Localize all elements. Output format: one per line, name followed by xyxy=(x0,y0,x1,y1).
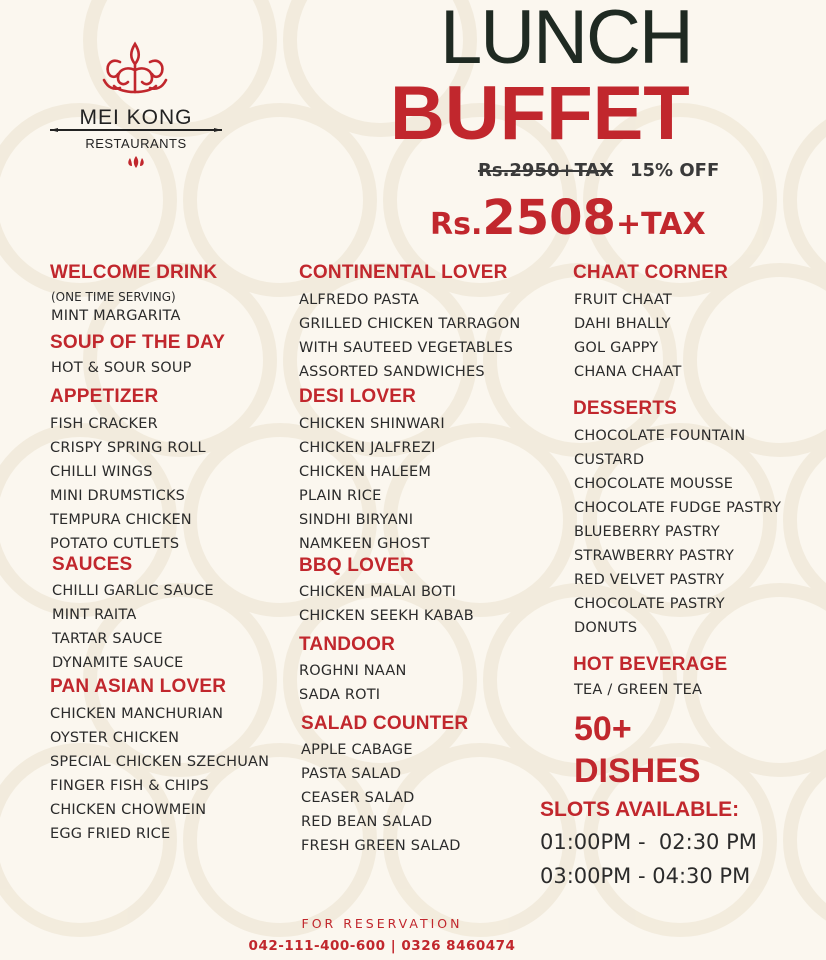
menu-item: CHOCOLATE MOUSSE xyxy=(574,476,734,492)
slot-time: 01:00PM - 02:30 PM xyxy=(540,830,757,854)
menu-item: MINT RAITA xyxy=(52,607,137,623)
menu-item: MINT MARGARITA xyxy=(51,308,181,324)
menu-item: STRAWBERRY PASTRY xyxy=(574,548,735,564)
section-heading: SOUP OF THE DAY xyxy=(50,332,226,353)
menu-item: CHILLI GARLIC SAUCE xyxy=(52,583,214,599)
leaf-icon xyxy=(124,154,148,170)
section-heading: CHAAT CORNER xyxy=(573,262,729,283)
menu-item: CHOCOLATE FUDGE PASTRY xyxy=(574,500,782,516)
menu-item: CHANA CHAAT xyxy=(574,364,682,380)
slots-title: SLOTS AVAILABLE: xyxy=(540,798,740,821)
menu-item: SPECIAL CHICKEN SZECHUAN xyxy=(50,754,270,770)
discount-label: 15% OFF xyxy=(630,160,720,181)
menu-item: ROGHNI NAAN xyxy=(299,663,407,679)
dish-count-label: DISHES xyxy=(574,752,701,790)
title-lunch: LUNCH xyxy=(440,0,692,80)
menu-item: CHOCOLATE FOUNTAIN xyxy=(574,428,746,444)
menu-item: RED VELVET PASTRY xyxy=(574,572,725,588)
menu-item: WITH SAUTEED VEGETABLES xyxy=(299,340,514,356)
section-heading: BBQ LOVER xyxy=(299,555,414,576)
menu-item: DYNAMITE SAUCE xyxy=(52,655,184,671)
reservation-phones[interactable]: 042-111-400-600 | 0326 8460474 xyxy=(248,938,516,954)
menu-item: TARTAR SAUCE xyxy=(52,631,163,647)
menu-item: FINGER FISH & CHIPS xyxy=(50,778,209,794)
reservation-label: FOR RESERVATION xyxy=(301,916,463,931)
dish-count-number: 50+ xyxy=(574,710,632,748)
logo-underline xyxy=(50,128,222,132)
ornament-icon xyxy=(100,40,170,100)
menu-item: SADA ROTI xyxy=(299,687,381,703)
section-note: (ONE TIME SERVING) xyxy=(51,290,176,304)
menu-item: APPLE CABAGE xyxy=(301,742,413,758)
menu-item: CRISPY SPRING ROLL xyxy=(50,440,206,456)
section-heading: DESI LOVER xyxy=(299,386,417,407)
section-heading: CONTINENTAL LOVER xyxy=(299,262,508,283)
menu-item: MINI DRUMSTICKS xyxy=(50,488,186,504)
menu-item: OYSTER CHICKEN xyxy=(50,730,180,746)
menu-item: CHICKEN MALAI BOTI xyxy=(299,584,457,600)
menu-item: FRESH GREEN SALAD xyxy=(301,838,461,854)
menu-item: CHICKEN CHOWMEIN xyxy=(50,802,207,818)
section-heading: PAN ASIAN LOVER xyxy=(50,676,227,697)
menu-item: CHICKEN HALEEM xyxy=(299,464,432,480)
menu-item: HOT & SOUR SOUP xyxy=(51,360,192,376)
menu-item: BLUEBERRY PASTRY xyxy=(574,524,720,540)
menu-item: ALFREDO PASTA xyxy=(299,292,419,308)
price-amount: 2508 xyxy=(482,190,616,246)
section-heading: HOT BEVERAGE xyxy=(573,654,728,675)
menu-item: EGG FRIED RICE xyxy=(50,826,171,842)
discounted-price xyxy=(430,190,706,246)
brand-subtitle: RESTAURANTS xyxy=(85,136,187,151)
menu-item: SINDHI BIRYANI xyxy=(299,512,414,528)
menu-item: DONUTS xyxy=(574,620,638,636)
menu-item: GRILLED CHICKEN TARRAGON xyxy=(299,316,521,332)
menu-item: DAHI BHALLY xyxy=(574,316,671,332)
menu-item: GOL GAPPY xyxy=(574,340,659,356)
menu-item: PASTA SALAD xyxy=(301,766,402,782)
menu-item: FRUIT CHAAT xyxy=(574,292,672,308)
menu-item: CHICKEN MANCHURIAN xyxy=(50,706,224,722)
menu-item: CHICKEN JALFREZI xyxy=(299,440,436,456)
menu-item: PLAIN RICE xyxy=(299,488,382,504)
dish-count xyxy=(574,708,701,792)
menu-item: CHOCOLATE PASTRY xyxy=(574,596,725,612)
menu-item: RED BEAN SALAD xyxy=(301,814,433,830)
slot-time: 03:00PM - 04:30 PM xyxy=(540,864,751,888)
menu-item: TEA / GREEN TEA xyxy=(574,682,703,698)
section-heading: WELCOME DRINK xyxy=(50,262,218,283)
section-heading: APPETIZER xyxy=(50,386,159,407)
section-heading: DESSERTS xyxy=(573,398,678,419)
menu-item: ASSORTED SANDWICHES xyxy=(299,364,485,380)
menu-item: FISH CRACKER xyxy=(50,416,158,432)
menu-item: CEASER SALAD xyxy=(301,790,415,806)
price-suffix: +TAX xyxy=(615,207,706,242)
menu-item: NAMKEEN GHOST xyxy=(299,536,430,552)
title-buffet: BUFFET xyxy=(390,71,690,156)
original-price: Rs.2950+TAX xyxy=(478,160,614,181)
menu-item: CHICKEN SEEKH KABAB xyxy=(299,608,474,624)
section-heading: SALAD COUNTER xyxy=(301,713,469,734)
brand-name: MEI KONG xyxy=(79,106,193,129)
menu-item: TEMPURA CHICKEN xyxy=(50,512,192,528)
price-prefix: Rs. xyxy=(430,207,483,242)
section-heading: SAUCES xyxy=(52,554,133,575)
menu-item: POTATO CUTLETS xyxy=(50,536,180,552)
menu-item: CHICKEN SHINWARI xyxy=(299,416,445,432)
menu-item: CHILLI WINGS xyxy=(50,464,153,480)
section-heading: TANDOOR xyxy=(299,634,396,655)
menu-item: CUSTARD xyxy=(574,452,645,468)
